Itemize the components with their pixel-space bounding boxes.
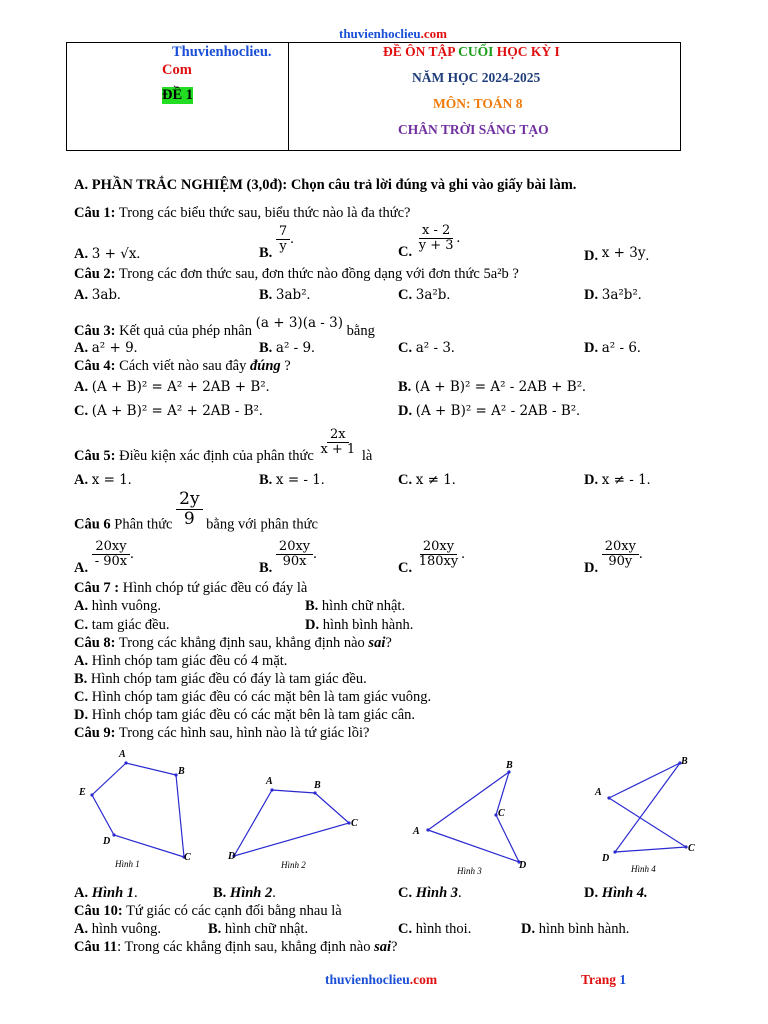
q8-option-a[interactable] [74, 653, 287, 670]
question-text: Trong các đơn thức sau, đơn thức nào đồng dạng với đơn thức 5a²b ? [115, 266, 519, 282]
q8-option-b[interactable] [74, 671, 367, 688]
header-left-line1: Thuvienhoclieu. [172, 44, 272, 60]
option-letter: A. [74, 653, 89, 669]
question-text: Cách viết nào sau đây [115, 358, 250, 374]
q7-option-c[interactable] [74, 617, 169, 634]
option-value: a² - 3 [415, 340, 451, 356]
option-fraction [416, 540, 462, 570]
fraction-numerator: 2x [327, 428, 349, 443]
q5-option-c[interactable]: C. x ≠ 1. [398, 472, 456, 488]
question-text-tail: ? [280, 358, 291, 374]
q10-option-d[interactable] [521, 921, 629, 938]
option-letter: D. [305, 617, 320, 633]
option-value: Hình 1 [91, 885, 135, 901]
option-value: x ≠ - 1 [601, 472, 647, 488]
option-value: 3ab² [275, 287, 307, 303]
question-label: Câu 7 : [74, 580, 120, 596]
exam-code-badge: ĐỀ 1 [162, 87, 194, 103]
q6-option-a[interactable]: A. $\frac{20xy}{- 90x}$ . [74, 539, 134, 577]
question-label: Câu 6 [74, 516, 111, 533]
option-letter: B. [259, 472, 273, 488]
option-value: (A + B)² = A² + 2AB + B² [91, 379, 266, 395]
question-2 [74, 266, 519, 283]
option-value: a² + 9 [91, 340, 134, 356]
option-letter: B. [398, 379, 412, 395]
fraction-numerator: 20xy [92, 540, 129, 555]
option-letter: C. [398, 287, 413, 303]
option-letter: D. [74, 707, 89, 723]
page-number-value: 1 [619, 972, 627, 987]
question-text: : Trong các khẳng định sau, khẳng định nào [117, 939, 375, 955]
title-part-c: HỌC KỲ I [493, 44, 560, 59]
option-letter: C. [398, 560, 413, 577]
option-value: hình bình hành. [319, 617, 414, 633]
option-value: Hình 3 [415, 885, 459, 901]
question-10 [74, 903, 342, 920]
vertex-label: D [519, 860, 527, 871]
question-expression: (a + 3)(a - 3) [255, 315, 344, 331]
option-value: (A + B)² = A² - 2AB - B² [415, 403, 577, 419]
vertex-label: E [79, 787, 86, 798]
option-letter: C. [398, 921, 413, 937]
option-letter: D. [584, 560, 599, 577]
option-letter: B. [259, 340, 273, 356]
q2-option-d[interactable]: D. 3a²b². [584, 287, 642, 303]
q5-option-b[interactable]: B. x = - 1. [259, 472, 325, 488]
option-value: hình chữ nhật. [318, 598, 406, 614]
option-value: (A + B)² = A² + 2AB - B² [91, 403, 259, 419]
option-letter: C. [74, 403, 89, 419]
site-watermark-top[interactable] [339, 26, 447, 42]
option-letter: B. [213, 885, 227, 901]
q7-option-d[interactable] [305, 617, 413, 634]
option-fraction [416, 224, 457, 254]
question-7 [74, 580, 307, 597]
fraction-denominator: 90x [282, 554, 307, 570]
question-text-tail: bằng [343, 323, 375, 339]
option-value: tam giác đều. [88, 617, 170, 633]
option-letter: D. [521, 921, 536, 937]
option-letter: B. [259, 287, 273, 303]
site-domain: .com [420, 26, 447, 41]
q3-option-c[interactable]: C. a² - 3. [398, 340, 455, 356]
question-8 [74, 635, 392, 652]
option-fraction [602, 540, 639, 570]
question-label: Câu 10: [74, 903, 123, 919]
question-label: Câu 11 [74, 939, 118, 955]
page-label: Trang [581, 972, 620, 987]
vertex-label: D [228, 851, 236, 862]
question-text: Phân thức [110, 516, 177, 533]
vertex-label: C [351, 818, 358, 829]
question-6 [74, 490, 318, 534]
q1-option-d[interactable]: D. x + 3y. [584, 245, 650, 264]
question-fraction [317, 428, 358, 458]
q1-option-a[interactable]: A. 3 + √x. [74, 246, 141, 262]
q3-option-d[interactable]: D. a² - 6. [584, 340, 641, 356]
option-value: Hình 4. [601, 885, 648, 901]
option-value: 3a²b [415, 287, 447, 303]
option-letter: C. [398, 472, 413, 488]
vertex-label: D [103, 836, 111, 847]
q4-option-d[interactable]: D. (A + B)² = A² - 2AB - B². [398, 403, 580, 419]
option-letter: C. [398, 885, 413, 901]
q6-option-c[interactable]: C. $\frac{20xy}{180xy}$ . [398, 539, 465, 577]
question-label: Câu 3: [74, 323, 116, 339]
q3-option-b[interactable]: B. a² - 9. [259, 340, 315, 356]
option-letter: C. [398, 244, 413, 261]
q7-option-a[interactable] [74, 598, 161, 615]
question-text-tail: bằng với phân thức [202, 516, 318, 533]
option-letter: D. [584, 885, 599, 901]
vertex-label: A [595, 787, 602, 798]
q5-option-d[interactable]: D. x ≠ - 1. [584, 472, 651, 488]
q9-option-c[interactable]: C. Hình 3. [398, 885, 462, 901]
question-emphasis: sai [368, 635, 386, 651]
question-9 [74, 725, 369, 742]
option-letter: A. [74, 379, 89, 395]
site-name: thuvienhoclieu [339, 26, 421, 41]
q9-option-d[interactable] [584, 885, 648, 902]
question-4 [74, 358, 291, 375]
option-letter: A. [74, 340, 89, 356]
option-fraction [276, 540, 313, 570]
vertex-label: B [506, 760, 513, 771]
q4-option-a[interactable]: A. (A + B)² = A² + 2AB + B². [74, 379, 270, 395]
option-letter: D. [398, 403, 413, 419]
q4-option-c[interactable]: C. (A + B)² = A² + 2AB - B². [74, 403, 263, 419]
fraction-numerator: 2y [176, 490, 202, 510]
question-label: Câu 4: [74, 358, 116, 374]
site-name: thuvienhoclieu [325, 972, 410, 987]
vertex-label: A [266, 776, 273, 787]
q5-option-a[interactable]: A. x = 1. [74, 472, 132, 488]
vertex-label: C [184, 852, 191, 863]
option-letter: A. [74, 560, 89, 577]
option-letter: D. [584, 287, 599, 303]
question-text: Trong các hình sau, hình nào là tứ giác lồi? [115, 725, 370, 741]
fraction-denominator: y + 3 [418, 238, 454, 254]
question-text: Điều kiện xác định của phân thức [115, 448, 318, 465]
figure-3-shape [428, 772, 519, 862]
option-value: x ≠ 1 [415, 472, 452, 488]
q6-option-d[interactable]: D. $\frac{20xy}{90y}$ . [584, 539, 643, 577]
q9-option-a[interactable]: A. Hình 1. [74, 885, 138, 901]
option-value: 3ab [91, 287, 118, 303]
option-letter: B. [259, 560, 273, 577]
q8-option-d[interactable] [74, 707, 415, 724]
option-value: hình chữ nhật. [221, 921, 309, 937]
q2-option-b[interactable]: B. 3ab². [259, 287, 311, 303]
question-text-tail: ? [385, 635, 392, 651]
figure-1-caption: Hình 1 [115, 859, 140, 869]
title-part-b: CUỐI [458, 44, 494, 59]
option-letter: D. [584, 340, 599, 356]
figure-4-caption: Hình 4 [631, 864, 656, 874]
school-year: NĂM HỌC 2024-2025 [412, 70, 541, 85]
question-5 [74, 428, 372, 465]
option-fraction [276, 225, 290, 255]
option-letter: A. [74, 472, 89, 488]
option-value: hình bình hành. [535, 921, 630, 937]
question-text: Hình chóp tứ giác đều có đáy là [119, 580, 308, 596]
q10-option-a[interactable] [74, 921, 161, 938]
vertex-label: D [602, 853, 610, 864]
option-value: (A + B)² = A² - 2AB + B² [414, 379, 583, 395]
option-letter: A. [74, 246, 89, 262]
section-a-heading: A. PHẦN TRẮC NGHIỆM (3,0đ): Chọn câu trả lời đúng và ghi vào giấy bài làm. [74, 177, 577, 193]
q3-option-a[interactable]: A. a² + 9. [74, 340, 138, 356]
question-label: Câu 2: [74, 266, 116, 282]
figure-4-shape [609, 763, 686, 852]
option-value: hình vuông. [88, 921, 162, 937]
question-text: Trong các biểu thức sau, biểu thức nào là đa thức? [115, 205, 411, 221]
question-text: Kết quả của phép nhân [115, 323, 256, 339]
vertex-label: A [413, 826, 420, 837]
option-letter: A. [74, 885, 89, 901]
vertex-label: B [681, 756, 688, 767]
option-value: Hình chóp tam giác đều có 4 mặt. [88, 653, 288, 669]
exam-title [383, 44, 560, 60]
question-emphasis: sai [374, 939, 391, 955]
fraction-numerator: 20xy [602, 540, 639, 555]
fraction-denominator: y [276, 239, 289, 254]
fraction-denominator: x + 1 [320, 442, 356, 458]
question-3 [74, 315, 375, 340]
option-letter: B. [74, 671, 88, 687]
option-value: 3a²b² [601, 287, 638, 303]
option-letter: A. [74, 598, 89, 614]
fraction-denominator: 9 [183, 508, 195, 529]
title-part-a: ĐỀ ÔN TẬP [383, 44, 459, 59]
figure-2-caption: Hình 2 [281, 860, 306, 870]
q2-option-a[interactable]: A. 3ab. [74, 287, 121, 303]
q1-option-b[interactable]: B. $\frac{7}{y}$ . [259, 224, 294, 262]
page-number [581, 972, 626, 988]
vertex-label: C [688, 843, 695, 854]
question-label: Câu 8: [74, 635, 116, 651]
fraction-numerator: x - 2 [419, 224, 453, 239]
vertex-label: B [178, 766, 185, 777]
q1-option-c[interactable]: C. $\frac{x - 2}{y + 3}$ . [398, 223, 461, 261]
fraction-denominator: 90y [608, 554, 633, 570]
option-value: hình vuông. [88, 598, 162, 614]
question-11 [74, 939, 397, 956]
figure-3-caption: Hình 3 [457, 866, 482, 876]
fraction-denominator: - 90x [94, 554, 128, 570]
option-letter: A. [74, 921, 89, 937]
option-letter: B. [305, 598, 319, 614]
option-letter: B. [208, 921, 222, 937]
option-letter: A. [74, 287, 89, 303]
header-divider [288, 42, 289, 151]
option-value: 3 + √x [91, 246, 137, 262]
q7-option-b[interactable] [305, 598, 405, 615]
question-text-tail: ? [391, 939, 398, 955]
option-letter: C. [74, 689, 89, 705]
textbook-series: CHÂN TRỜI SÁNG TẠO [398, 122, 549, 137]
q2-option-c[interactable]: C. 3a²b. [398, 287, 451, 303]
question-text-tail: là [358, 448, 373, 465]
option-value: a² - 9 [275, 340, 312, 356]
option-letter: D. [584, 472, 599, 488]
question-fraction [176, 490, 202, 528]
header-box [66, 42, 681, 151]
vertex-label: C [498, 808, 505, 819]
option-letter: B. [259, 245, 273, 262]
option-letter: D. [584, 248, 599, 264]
option-value: x = 1 [91, 472, 128, 488]
vertex-label: A [119, 749, 126, 760]
option-value: Hình 2 [229, 885, 273, 901]
q8-option-c[interactable] [74, 689, 431, 706]
site-domain: .com [409, 972, 438, 987]
q10-option-c[interactable] [398, 921, 471, 938]
quadrilateral-figures [70, 745, 710, 880]
q4-option-b[interactable]: B. (A + B)² = A² - 2AB + B². [398, 379, 586, 395]
question-label: Câu 1: [74, 205, 116, 221]
question-1 [74, 205, 410, 222]
fraction-numerator: 7 [278, 224, 288, 239]
option-value: a² - 6 [601, 340, 637, 356]
option-letter: C. [398, 340, 413, 356]
fraction-numerator: 20xy [420, 540, 457, 555]
vertex-label: B [314, 780, 321, 791]
header-left-line2: Com [162, 62, 192, 78]
option-value: hình thoi. [412, 921, 472, 937]
question-label: Câu 5: [74, 448, 116, 465]
option-value: Hình chóp tam giác đều có đáy là tam giác đều. [87, 671, 367, 687]
fraction-denominator: 180xy [418, 554, 459, 570]
option-value: x = - 1 [275, 472, 321, 488]
option-value: x + 3y [601, 245, 646, 261]
fraction-numerator: 20xy [276, 540, 313, 555]
site-watermark-bottom[interactable] [325, 972, 437, 988]
question-emphasis: đúng [250, 358, 281, 374]
figure-2-shape [234, 790, 349, 856]
q10-option-b[interactable] [208, 921, 308, 938]
question-text: Tứ giác có các cạnh đối bằng nhau là [122, 903, 342, 919]
q9-option-b[interactable]: B. Hình 2. [213, 885, 276, 901]
question-label: Câu 9: [74, 725, 116, 741]
q6-option-b[interactable]: B. $\frac{20xy}{90x}$ . [259, 539, 317, 577]
subject: MÔN: TOÁN 8 [433, 96, 523, 111]
question-text: Trong các khẳng định sau, khẳng định nào [115, 635, 369, 651]
option-value: Hình chóp tam giác đều có các mặt bên là tam giác cân. [88, 707, 416, 723]
option-letter: C. [74, 617, 89, 633]
option-value: Hình chóp tam giác đều có các mặt bên là tam giác vuông. [88, 689, 432, 705]
option-fraction [92, 540, 130, 570]
